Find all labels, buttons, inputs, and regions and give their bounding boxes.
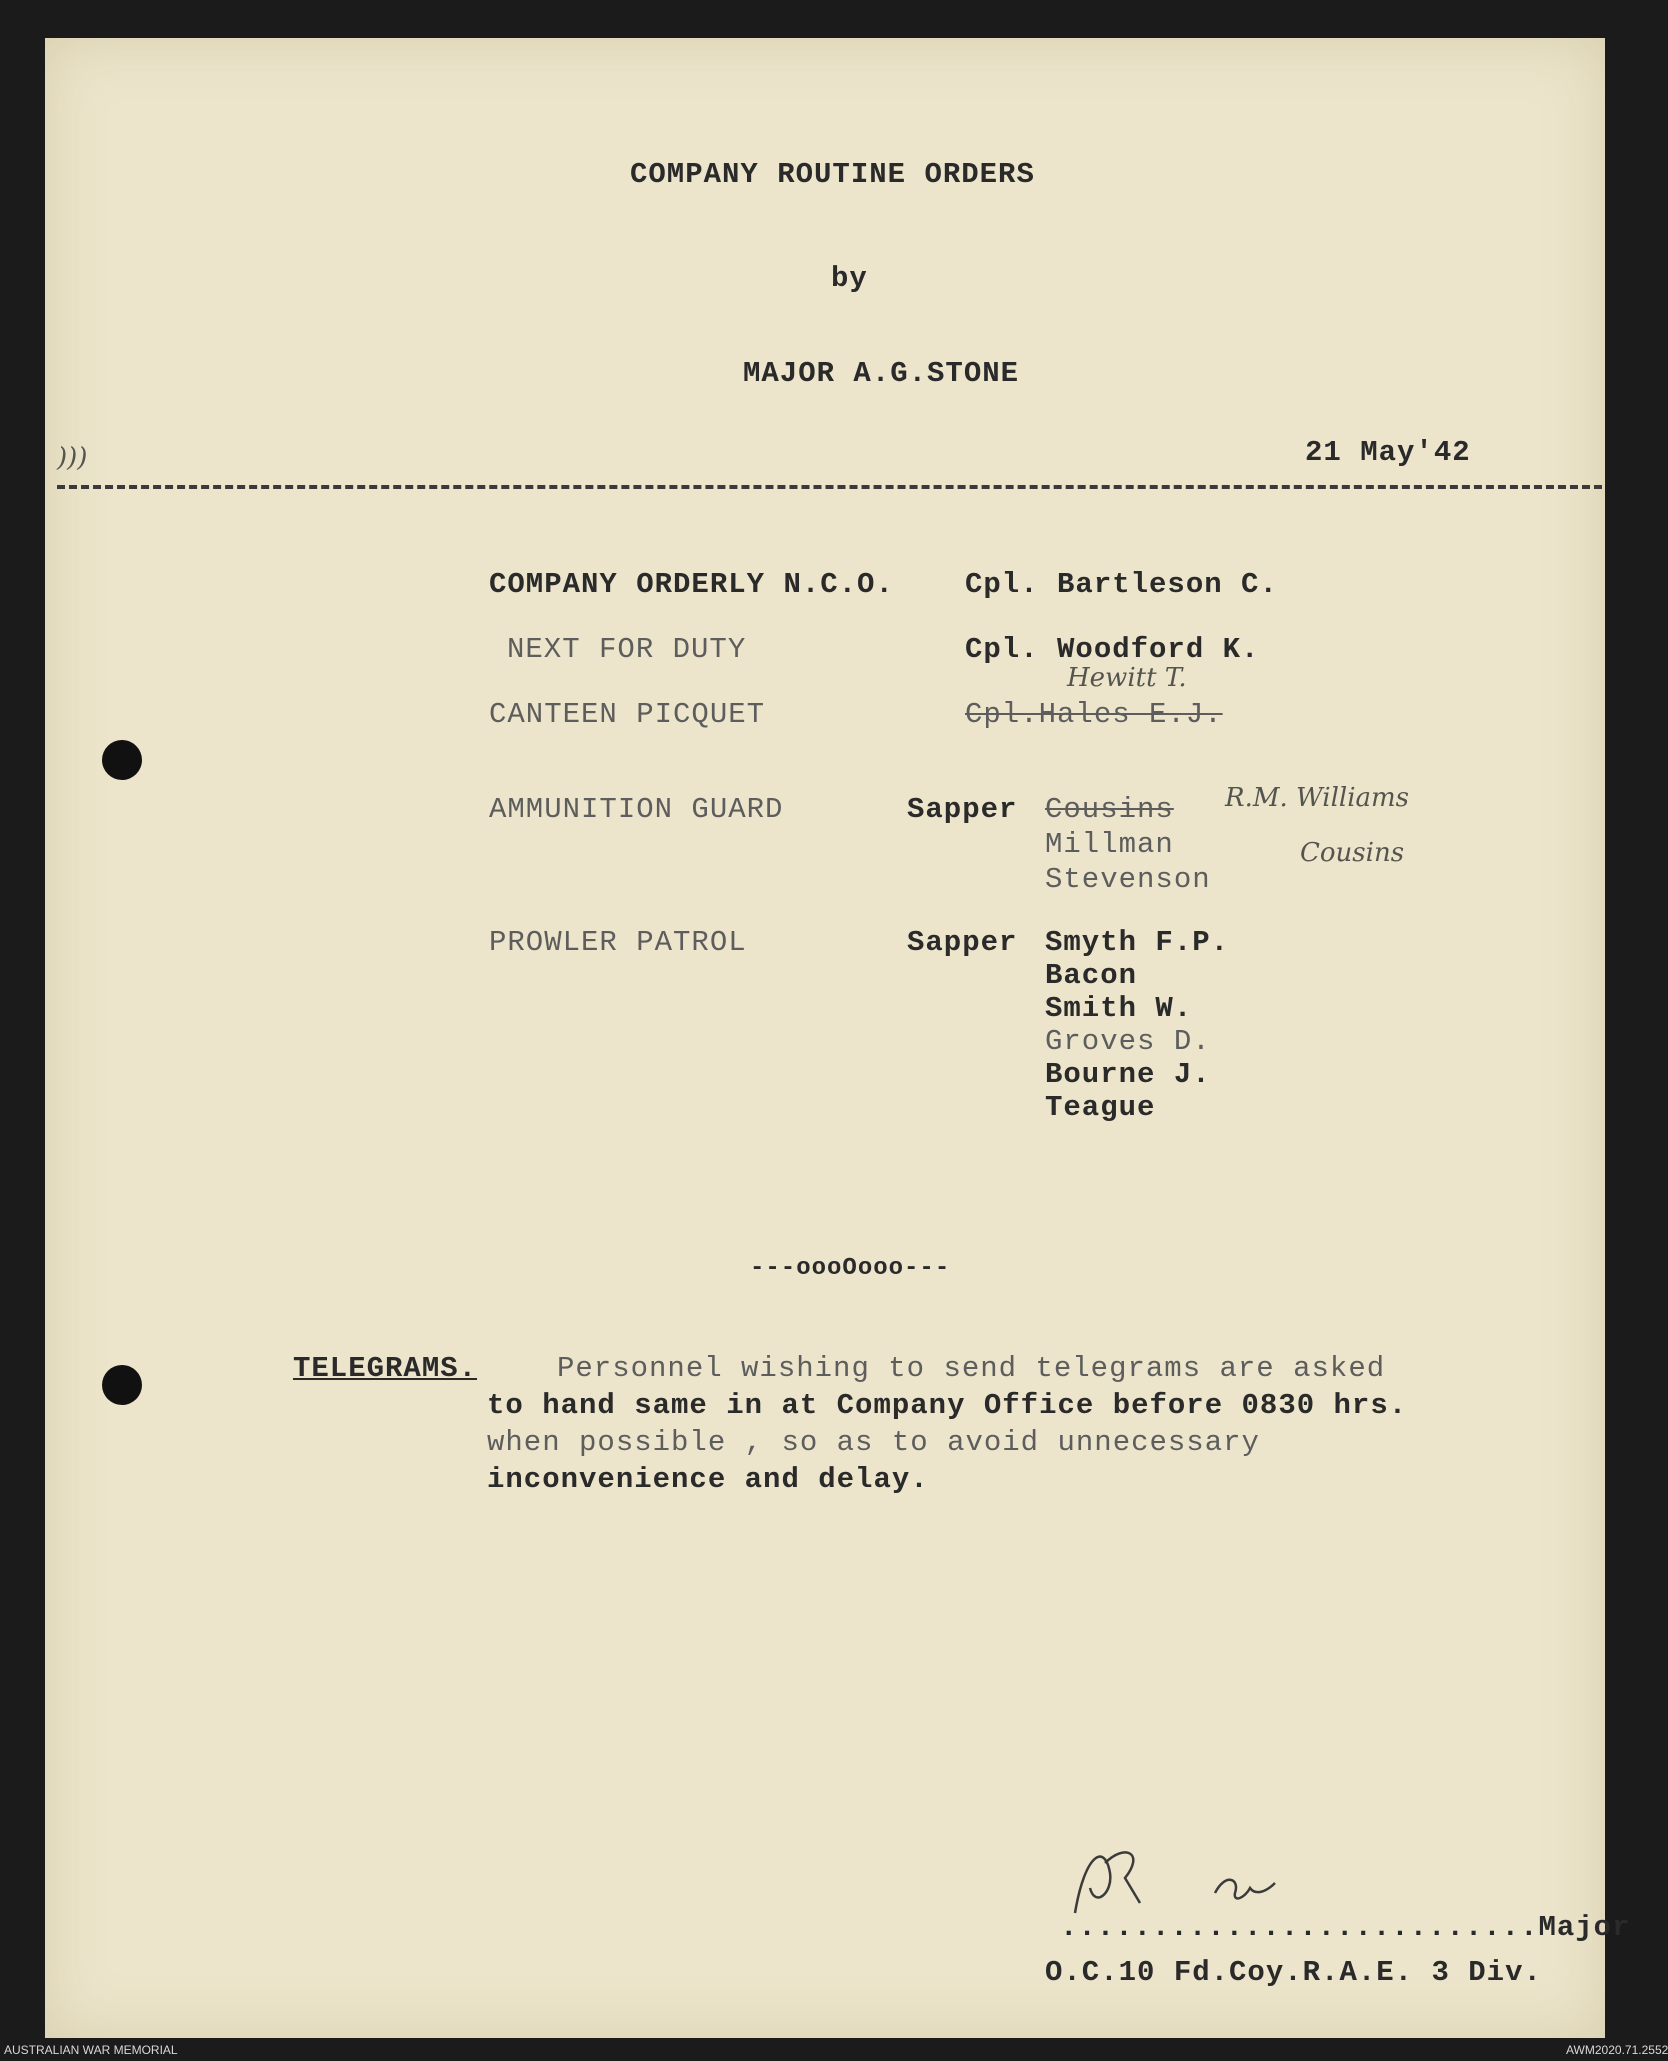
prowler-rank: Sapper [907,926,1018,959]
telegrams-line-4: inconvenience and delay. [487,1463,929,1496]
ammo-handwritten-2: Cousins [1300,838,1405,868]
prowler-name-6: Teague [1045,1091,1156,1124]
prowler-name-1: Smyth F.P. [1045,926,1230,959]
ammo-name-3: Stevenson [1045,863,1211,896]
punch-hole-bottom [102,1365,142,1405]
ammo-rank: Sapper [907,793,1018,826]
footer-right: AWM2020.71.2552 [1566,2043,1668,2057]
ammo-label: AMMUNITION GUARD [489,793,784,826]
document-title: COMPANY ROUTINE ORDERS [630,158,1035,191]
unit-designation: O.C.10 Fd.Coy.R.A.E. 3 Div. [1045,1956,1542,1989]
order-date: 21 May'42 [1305,436,1471,469]
author: MAJOR A.G.STONE [743,357,1020,390]
margin-mark: ))) [57,443,88,473]
header-rule [57,485,1602,489]
ammo-handwritten-1: R.M. Williams [1225,783,1410,813]
punch-hole-top [102,740,142,780]
prowler-label: PROWLER PATROL [489,926,747,959]
canteen-struck-value: Cpl.Hales E.J. [965,698,1223,731]
ammo-name-2: Millman [1045,828,1174,861]
telegrams-line-3: when possible , so as to avoid unnecessary [487,1426,1260,1459]
by-line: by [831,262,868,295]
prowler-name-4: Groves D. [1045,1025,1211,1058]
orderly-label: COMPANY ORDERLY N.C.O. [489,568,894,601]
prowler-name-3: Smith W. [1045,992,1193,1025]
section-separator: ---oooOooo--- [750,1255,951,1282]
telegrams-heading: TELEGRAMS. [293,1352,478,1385]
canteen-label: CANTEEN PICQUET [489,698,766,731]
telegrams-line-1: Personnel wishing to send telegrams are asked [557,1352,1386,1385]
signature-dotted-line: ..........................Major [1060,1911,1631,1944]
next-duty-value: Cpl. Woodford K. [965,633,1260,666]
document-page [45,38,1631,2038]
canteen-handwritten-name: Hewitt T. [1067,663,1187,693]
telegrams-line-2: to hand same in at Company Office before 0830 hrs. [487,1389,1408,1422]
ammo-name-1: Cousins [1045,793,1174,826]
footer-left: AUSTRALIAN WAR MEMORIAL [4,2043,178,2057]
prowler-name-5: Bourne J. [1045,1058,1211,1091]
orderly-value: Cpl. Bartleson C. [965,568,1278,601]
prowler-name-2: Bacon [1045,959,1138,992]
next-duty-label: NEXT FOR DUTY [507,633,747,666]
